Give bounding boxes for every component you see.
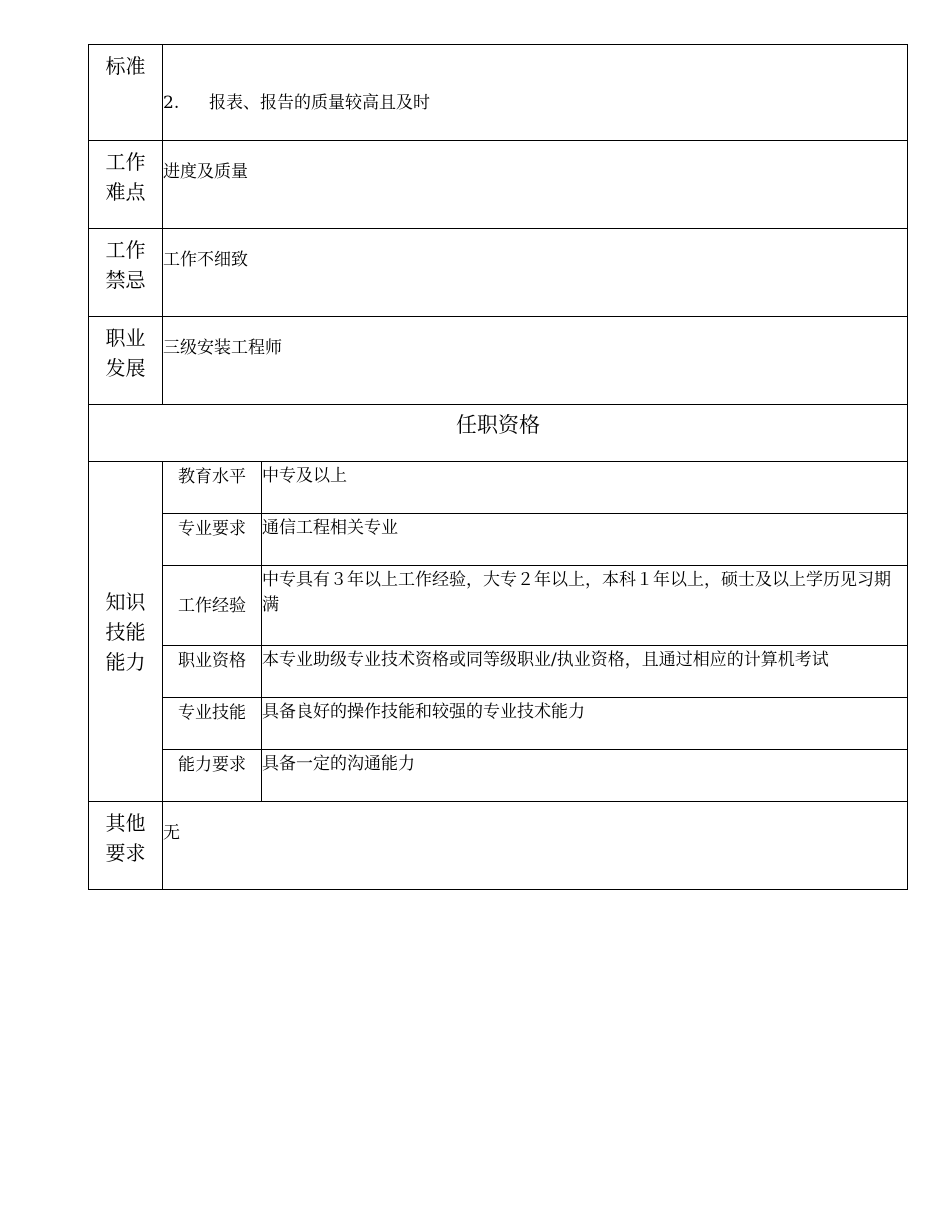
knowledge-group-label bbox=[89, 462, 163, 802]
other-row bbox=[89, 802, 908, 890]
standard-label bbox=[89, 45, 163, 141]
career-value: 三级安装工程师 bbox=[163, 317, 908, 405]
taboo-row bbox=[89, 229, 908, 317]
major-value: 通信工程相关专业 bbox=[262, 514, 908, 566]
difficulty-row bbox=[89, 141, 908, 229]
qualification-header-row bbox=[89, 405, 908, 462]
qualification-row bbox=[89, 698, 908, 750]
taboo-label-line2: 禁忌 bbox=[105, 268, 146, 292]
other-value: 无 bbox=[163, 802, 908, 890]
ability-label: 能力要求 bbox=[163, 750, 262, 802]
qualification-row bbox=[89, 566, 908, 646]
certification-value: 本专业助级专业技术资格或同等级职业/执业资格，且通过相应的计算机考试 bbox=[262, 646, 908, 698]
career-label bbox=[89, 317, 163, 405]
difficulty-value: 进度及质量 bbox=[163, 141, 908, 229]
other-label bbox=[89, 802, 163, 890]
difficulty-label-line1: 工作 bbox=[105, 150, 146, 174]
knowledge-label-line3: 能力 bbox=[105, 649, 146, 674]
career-row bbox=[89, 317, 908, 405]
qualification-row bbox=[89, 750, 908, 802]
other-label-line1: 其他 bbox=[105, 811, 146, 835]
standard-value bbox=[163, 45, 908, 141]
qualification-row bbox=[89, 646, 908, 698]
career-label-line1: 职业 bbox=[105, 326, 146, 350]
other-label-line2: 要求 bbox=[105, 841, 146, 865]
skill-value: 具备良好的操作技能和较强的专业技术能力 bbox=[262, 698, 908, 750]
experience-value: 中专具有３年以上工作经验，大专２年以上，本科１年以上，硕士及以上学历见习期满 bbox=[262, 566, 908, 646]
ability-value: 具备一定的沟通能力 bbox=[262, 750, 908, 802]
qualification-row bbox=[89, 514, 908, 566]
knowledge-label-line2: 技能 bbox=[105, 619, 146, 644]
standard-label-text: 标准 bbox=[105, 54, 146, 78]
education-label: 教育水平 bbox=[163, 462, 262, 514]
qualification-title: 任职资格 bbox=[89, 405, 908, 462]
qualification-row bbox=[89, 462, 908, 514]
education-value: 中专及以上 bbox=[262, 462, 908, 514]
taboo-label bbox=[89, 229, 163, 317]
career-label-line2: 发展 bbox=[105, 356, 146, 380]
knowledge-label-line1: 知识 bbox=[105, 589, 146, 614]
standard-row bbox=[89, 45, 908, 141]
standard-number: 2. bbox=[163, 93, 180, 113]
taboo-label-line1: 工作 bbox=[105, 238, 146, 262]
difficulty-label bbox=[89, 141, 163, 229]
major-label: 专业要求 bbox=[163, 514, 262, 566]
difficulty-label-line2: 难点 bbox=[105, 180, 146, 204]
certification-label: 职业资格 bbox=[163, 646, 262, 698]
taboo-value: 工作不细致 bbox=[163, 229, 908, 317]
job-description-table bbox=[88, 44, 908, 890]
skill-label: 专业技能 bbox=[163, 698, 262, 750]
experience-label: 工作经验 bbox=[163, 566, 262, 646]
standard-text: 报表、报告的质量较高且及时 bbox=[209, 93, 430, 113]
